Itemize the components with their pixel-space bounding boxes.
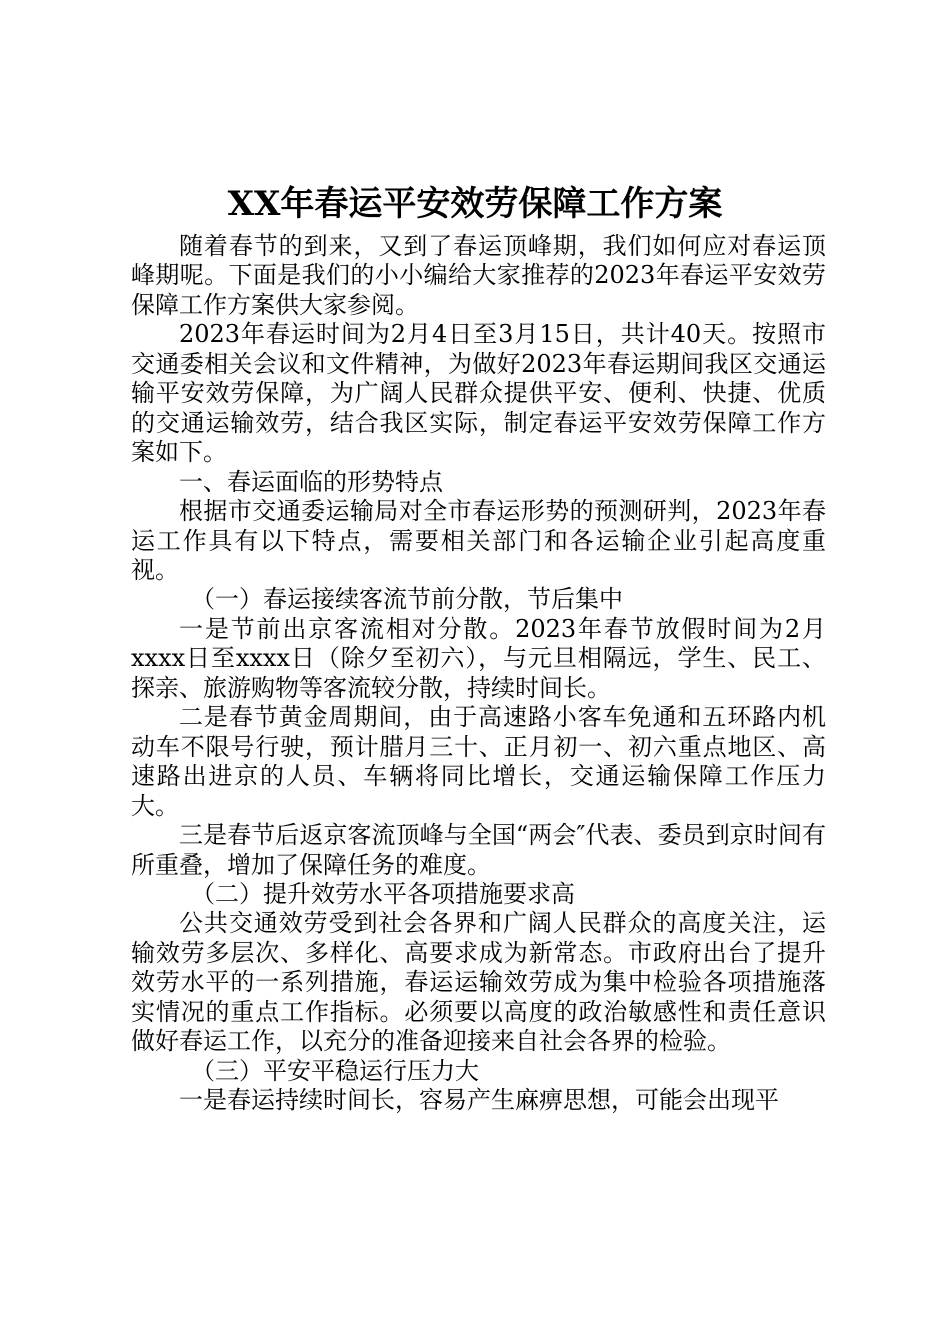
intro-paragraph: 随着春节的到来，又到了春运顶峰期，我们如何应对春运顶峰期呢。下面是我们的小小编给大家推荐的2023年春运平安效劳保障工作方案供大家参阅。 — [131, 232, 826, 319]
document-body — [131, 232, 826, 1116]
document-title: XX年春运平安效劳保障工作方案 — [227, 184, 723, 224]
subsection1-paragraph-2: 二是春节黄金周期间，由于高速路小客车免通和五环路内机动车不限号行驶，预计腊月三十、正月初一、初六重点地区、高速路出进京的人员、车辆将同比增长，交通运输保障工作压力大。 — [131, 703, 826, 820]
subsection2-heading: （二）提升效劳水平各项措施要求高 — [191, 879, 575, 908]
subsection2-paragraph-1: 公共交通效劳受到社会各界和广阔人民群众的高度关注，运输效劳多层次、多样化、高要求成为新常态。市政府出台了提升效劳水平的一系列措施，春运运输效劳成为集中检验各项措施落实情况的重点工作指标。必须要以高度的政治敏感性和责任意识做好春运工作，以充分的准备迎接来自社会各界的检验。 — [131, 909, 826, 1056]
subsection3-heading: （三）平安平稳运行压力大 — [191, 1056, 479, 1085]
section1-heading: 一、春运面临的形势特点 — [179, 467, 443, 496]
subsection1-paragraph-1: 一是节前出京客流相对分散。2023年春节放假时间为2月xxxx日至xxxx日（除夕至初六），与元旦相隔远，学生、民工、探亲、旅游购物等客流较分散，持续时间长。 — [131, 614, 826, 702]
overview-paragraph: 2023年春运时间为2月4日至3月15日，共计40天。按照市交通委相关会议和文件精神，为做好2023年春运期间我区交通运输平安效劳保障，为广阔人民群众提供平安、便利、快捷、优质的交通运输效劳，结合我区实际，制定春运平安效劳保障工作方案如下。 — [131, 320, 826, 467]
subsection3-paragraph-1: 一是春运持续时间长，容易产生麻痹思想，可能会出现平 — [179, 1086, 779, 1115]
subsection1-paragraph-3: 三是春节后返京客流顶峰与全国“两会″代表、委员到京时间有所重叠，增加了保障任务的难度。 — [131, 821, 826, 879]
section1-intro-paragraph: 根据市交通委运输局对全市春运形势的预测研判，2023年春运工作具有以下特点，需要相关部门和各运输企业引起高度重视。 — [131, 497, 826, 584]
subsection1-heading: （一）春运接续客流节前分散，节后集中 — [191, 585, 623, 614]
